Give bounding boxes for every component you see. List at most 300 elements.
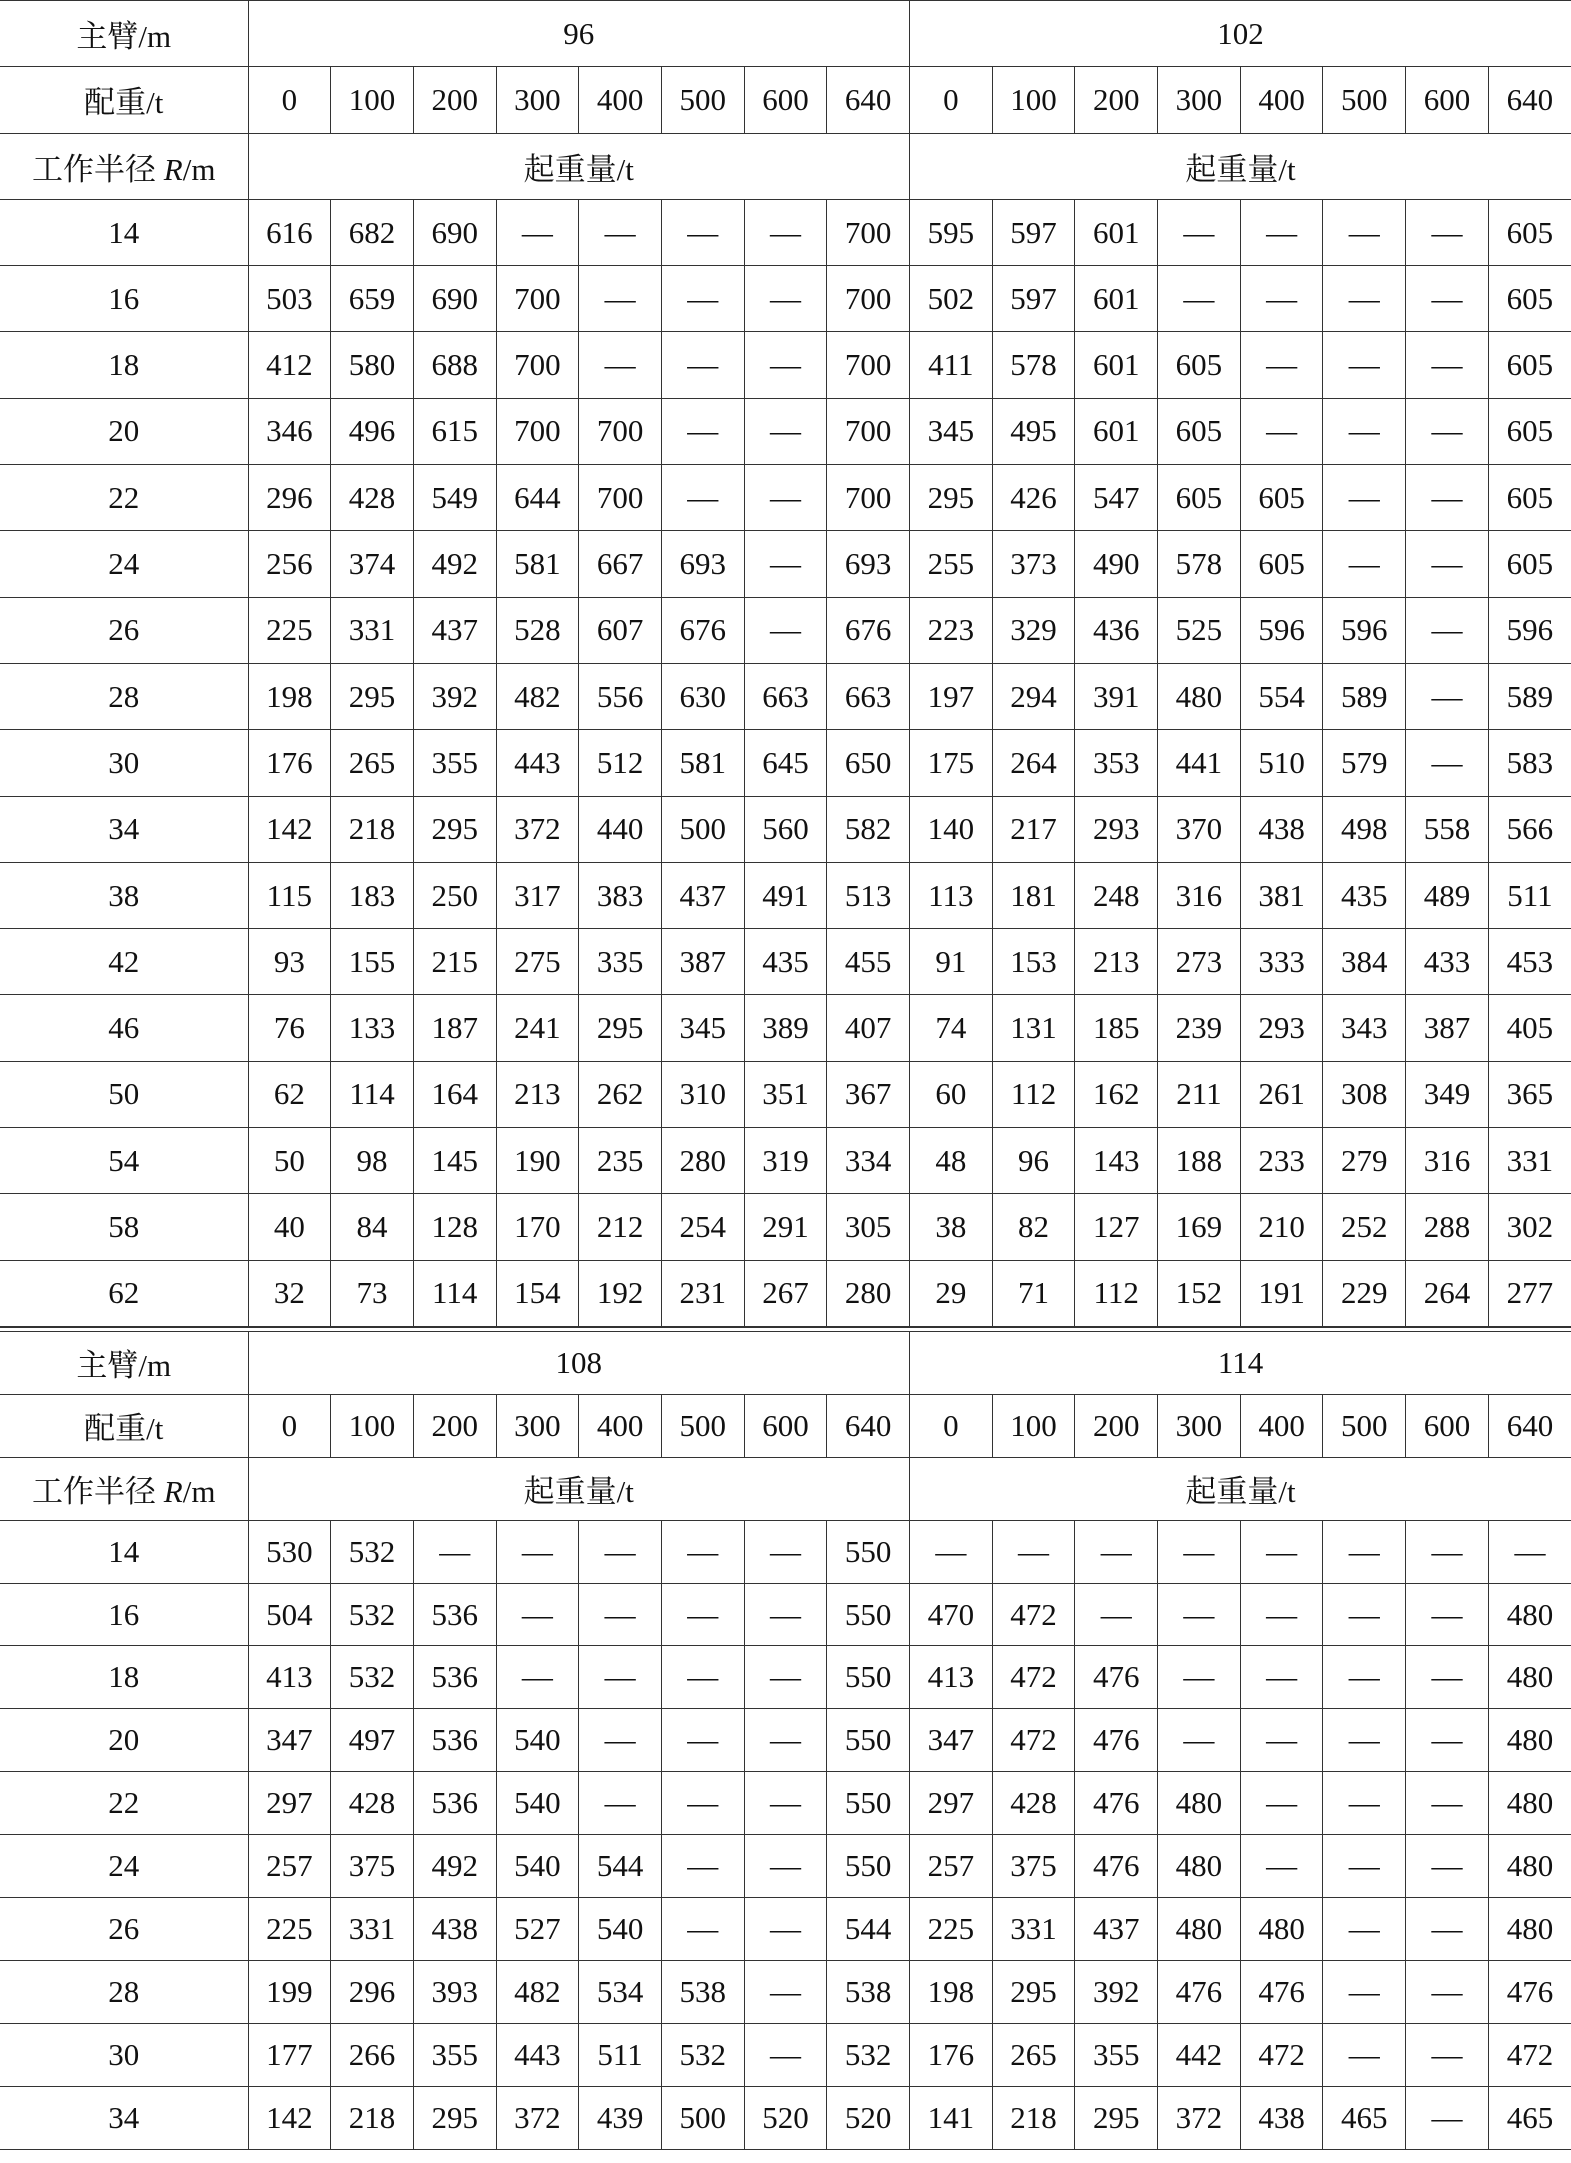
capacity-cell: 152 [1158, 1260, 1241, 1326]
radius-cell: 14 [0, 1520, 248, 1583]
capacity-cell: 264 [1406, 1260, 1489, 1326]
capacity-cell: 532 [331, 1583, 414, 1646]
table-row [0, 1061, 1571, 1127]
capacity-cell: — [1158, 266, 1241, 332]
radius-cell: 28 [0, 1960, 248, 2023]
capacity-cell: — [744, 1709, 827, 1772]
counterweight-header: 400 [579, 67, 662, 133]
counterweight-header: 300 [496, 67, 579, 133]
capacity-cell: 601 [1075, 332, 1158, 398]
capacity-cell: — [1406, 1898, 1489, 1961]
capacity-label-row [0, 133, 1571, 199]
boom-length-row [0, 1, 1571, 67]
capacity-cell: 210 [1240, 1194, 1323, 1260]
capacity-cell: 497 [331, 1709, 414, 1772]
capacity-cell: 480 [1488, 1709, 1571, 1772]
capacity-cell: 472 [992, 1583, 1075, 1646]
capacity-cell: 335 [579, 929, 662, 995]
radius-label-prefix: 工作半径 [32, 151, 164, 187]
capacity-cell: 256 [248, 531, 331, 597]
radius-label-var: R [163, 151, 183, 187]
capacity-cell: 503 [248, 266, 331, 332]
capacity-cell: — [1406, 1646, 1489, 1709]
capacity-cell: 544 [579, 1835, 662, 1898]
capacity-cell: 480 [1488, 1898, 1571, 1961]
radius-cell: 58 [0, 1194, 248, 1260]
radius-cell: 30 [0, 730, 248, 796]
radius-cell: 46 [0, 995, 248, 1061]
capacity-cell: 372 [496, 2086, 579, 2149]
counterweight-header: 500 [661, 1394, 744, 1457]
capacity-cell: 601 [1075, 398, 1158, 464]
capacity-cell: 644 [496, 465, 579, 531]
capacity-cell: 188 [1158, 1128, 1241, 1194]
capacity-cell: 218 [331, 2086, 414, 2149]
capacity-cell: 583 [1488, 730, 1571, 796]
capacity-cell: — [744, 398, 827, 464]
capacity-cell: 279 [1323, 1128, 1406, 1194]
capacity-cell: 480 [1488, 1772, 1571, 1835]
capacity-cell: 231 [661, 1260, 744, 1326]
capacity-cell: 133 [331, 995, 414, 1061]
capacity-cell: 558 [1406, 796, 1489, 862]
radius-label-suffix: /m [182, 151, 216, 187]
capacity-cell: 267 [744, 1260, 827, 1326]
capacity-cell: 472 [992, 1646, 1075, 1709]
capacity-cell: 511 [579, 2023, 662, 2086]
capacity-cell: 491 [744, 862, 827, 928]
capacity-cell: 225 [910, 1898, 993, 1961]
radius-cell: 22 [0, 1772, 248, 1835]
capacity-cell: 630 [661, 663, 744, 729]
capacity-cell: 347 [910, 1709, 993, 1772]
capacity-cell: 277 [1488, 1260, 1571, 1326]
capacity-cell: 538 [661, 1960, 744, 2023]
capacity-cell: — [661, 1835, 744, 1898]
capacity-cell: — [661, 1709, 744, 1772]
capacity-cell: 91 [910, 929, 993, 995]
capacity-cell: 520 [827, 2086, 910, 2149]
capacity-cell: — [496, 199, 579, 265]
table-row [0, 995, 1571, 1061]
capacity-cell: 347 [248, 1709, 331, 1772]
capacity-cell: 700 [579, 398, 662, 464]
capacity-cell: 605 [1240, 531, 1323, 597]
capacity-cell: 264 [992, 730, 1075, 796]
capacity-cell: — [496, 1646, 579, 1709]
capacity-cell: 316 [1158, 862, 1241, 928]
capacity-cell: 436 [1075, 597, 1158, 663]
capacity-cell: — [744, 1960, 827, 2023]
capacity-cell: — [661, 398, 744, 464]
capacity-cell: 525 [1158, 597, 1241, 663]
capacity-cell: — [1323, 266, 1406, 332]
capacity-cell: 700 [827, 332, 910, 398]
capacity-cell: — [744, 1835, 827, 1898]
capacity-cell: 690 [413, 199, 496, 265]
table-row [0, 597, 1571, 663]
capacity-cell: — [579, 266, 662, 332]
capacity-cell: 480 [1488, 1583, 1571, 1646]
radius-cell: 18 [0, 332, 248, 398]
capacity-cell: 605 [1158, 465, 1241, 531]
counterweight-label: 配重/t [0, 67, 248, 133]
capacity-cell: 255 [910, 531, 993, 597]
table-row [0, 1583, 1571, 1646]
capacity-cell: 550 [827, 1583, 910, 1646]
capacity-cell: 528 [496, 597, 579, 663]
capacity-cell: 550 [827, 1772, 910, 1835]
capacity-cell: 440 [579, 796, 662, 862]
capacity-cell: — [661, 332, 744, 398]
capacity-cell: 512 [579, 730, 662, 796]
table-row [0, 1772, 1571, 1835]
capacity-cell: 455 [827, 929, 910, 995]
capacity-cell: 534 [579, 1960, 662, 2023]
capacity-cell: 181 [992, 862, 1075, 928]
capacity-cell: 331 [1488, 1128, 1571, 1194]
capacity-cell: 536 [413, 1646, 496, 1709]
table-row [0, 1960, 1571, 2023]
capacity-cell: 540 [579, 1898, 662, 1961]
capacity-cell: 372 [496, 796, 579, 862]
capacity-cell: 605 [1488, 199, 1571, 265]
capacity-cell: 581 [496, 531, 579, 597]
capacity-cell: 532 [827, 2023, 910, 2086]
capacity-cell: 435 [744, 929, 827, 995]
capacity-cell: 302 [1488, 1194, 1571, 1260]
capacity-cell: 482 [496, 1960, 579, 2023]
capacity-cell: 442 [1158, 2023, 1241, 2086]
capacity-cell: 605 [1158, 332, 1241, 398]
capacity-cell: — [1323, 531, 1406, 597]
capacity-cell: 261 [1240, 1061, 1323, 1127]
capacity-cell: 387 [661, 929, 744, 995]
capacity-cell: 265 [331, 730, 414, 796]
capacity-cell: 428 [331, 465, 414, 531]
capacity-cell: 605 [1488, 266, 1571, 332]
capacity-cell: — [661, 1772, 744, 1835]
capacity-cell: — [496, 1583, 579, 1646]
capacity-cell: 185 [1075, 995, 1158, 1061]
capacity-cell: — [1323, 1772, 1406, 1835]
capacity-label: 起重量/t [248, 1457, 910, 1520]
capacity-cell: 492 [413, 1835, 496, 1898]
capacity-cell: 131 [992, 995, 1075, 1061]
capacity-cell: 532 [331, 1520, 414, 1583]
capacity-cell: — [661, 1646, 744, 1709]
capacity-cell: 476 [1075, 1709, 1158, 1772]
capacity-cell: — [661, 1583, 744, 1646]
capacity-cell: 510 [1240, 730, 1323, 796]
boom-length-row [0, 1332, 1571, 1395]
capacity-cell: — [1406, 199, 1489, 265]
radius-cell: 22 [0, 465, 248, 531]
capacity-cell: 308 [1323, 1061, 1406, 1127]
capacity-cell: — [1406, 531, 1489, 597]
capacity-cell: 280 [661, 1128, 744, 1194]
capacity-cell: 170 [496, 1194, 579, 1260]
capacity-cell: 211 [1158, 1061, 1241, 1127]
capacity-cell: — [1240, 266, 1323, 332]
capacity-cell: 413 [910, 1646, 993, 1709]
capacity-cell: 114 [413, 1260, 496, 1326]
capacity-cell: 550 [827, 1520, 910, 1583]
radius-cell: 16 [0, 1583, 248, 1646]
capacity-cell: 540 [496, 1772, 579, 1835]
boom-length-header: 102 [910, 1, 1571, 67]
capacity-cell: 700 [827, 398, 910, 464]
table-row [0, 332, 1571, 398]
table-row [0, 1520, 1571, 1583]
capacity-cell: 476 [1158, 1960, 1241, 2023]
capacity-cell: — [579, 332, 662, 398]
capacity-cell: — [661, 1898, 744, 1961]
capacity-cell: — [1406, 1835, 1489, 1898]
capacity-cell: 346 [248, 398, 331, 464]
capacity-cell: 73 [331, 1260, 414, 1326]
capacity-cell: 605 [1158, 398, 1241, 464]
capacity-cell: 280 [827, 1260, 910, 1326]
counterweight-row [0, 67, 1571, 133]
capacity-cell: 428 [331, 1772, 414, 1835]
capacity-cell: 500 [661, 2086, 744, 2149]
counterweight-header: 200 [1075, 67, 1158, 133]
capacity-cell: 169 [1158, 1194, 1241, 1260]
counterweight-header: 300 [1158, 1394, 1241, 1457]
counterweight-header: 600 [744, 67, 827, 133]
capacity-cell: 333 [1240, 929, 1323, 995]
capacity-cell: — [1240, 1709, 1323, 1772]
capacity-cell: 412 [248, 332, 331, 398]
capacity-cell: 145 [413, 1128, 496, 1194]
capacity-cell: 688 [413, 332, 496, 398]
capacity-cell: — [744, 597, 827, 663]
capacity-cell: — [579, 199, 662, 265]
capacity-cell: 223 [910, 597, 993, 663]
counterweight-header: 640 [827, 1394, 910, 1457]
capacity-cell: — [910, 1520, 993, 1583]
capacity-cell: 162 [1075, 1061, 1158, 1127]
capacity-cell: 465 [1488, 2086, 1571, 2149]
capacity-cell: — [744, 2023, 827, 2086]
capacity-cell: — [1323, 1835, 1406, 1898]
table-row [0, 929, 1571, 995]
counterweight-header: 600 [1406, 67, 1489, 133]
capacity-cell: 40 [248, 1194, 331, 1260]
counterweight-header: 100 [331, 1394, 414, 1457]
capacity-cell: 580 [331, 332, 414, 398]
radius-label-prefix: 工作半径 [32, 1474, 164, 1510]
capacity-cell: 295 [579, 995, 662, 1061]
capacity-cell: 254 [661, 1194, 744, 1260]
counterweight-header: 200 [413, 1394, 496, 1457]
capacity-cell: 114 [331, 1061, 414, 1127]
capacity-cell: 367 [827, 1061, 910, 1127]
capacity-cell: — [1406, 1583, 1489, 1646]
radius-cell: 24 [0, 1835, 248, 1898]
capacity-cell: 225 [248, 597, 331, 663]
capacity-cell: 295 [331, 663, 414, 729]
capacity-cell: 554 [1240, 663, 1323, 729]
capacity-cell: 62 [248, 1061, 331, 1127]
capacity-cell: 296 [331, 1960, 414, 2023]
capacity-cell: 579 [1323, 730, 1406, 796]
capacity-cell: 96 [992, 1128, 1075, 1194]
capacity-cell: 331 [331, 597, 414, 663]
capacity-cell: 113 [910, 862, 993, 928]
counterweight-header: 100 [992, 1394, 1075, 1457]
capacity-cell: 176 [910, 2023, 993, 2086]
table-row [0, 796, 1571, 862]
capacity-cell: 229 [1323, 1260, 1406, 1326]
radius-cell: 34 [0, 2086, 248, 2149]
capacity-cell: 50 [248, 1128, 331, 1194]
capacity-cell: 560 [744, 796, 827, 862]
capacity-cell: 513 [827, 862, 910, 928]
capacity-cell: — [1323, 1583, 1406, 1646]
capacity-cell: 480 [1158, 1835, 1241, 1898]
capacity-label: 起重量/t [910, 133, 1571, 199]
capacity-cell: 550 [827, 1709, 910, 1772]
capacity-cell: 295 [992, 1960, 1075, 2023]
radius-cell: 30 [0, 2023, 248, 2086]
counterweight-header: 0 [248, 1394, 331, 1457]
counterweight-header: 500 [661, 67, 744, 133]
capacity-cell: — [744, 332, 827, 398]
capacity-cell: 213 [496, 1061, 579, 1127]
capacity-cell: 197 [910, 663, 993, 729]
capacity-cell: 407 [827, 995, 910, 1061]
capacity-cell: 331 [331, 1898, 414, 1961]
table-row [0, 1260, 1571, 1326]
capacity-cell: 288 [1406, 1194, 1489, 1260]
capacity-cell: 495 [992, 398, 1075, 464]
capacity-cell: 700 [496, 266, 579, 332]
capacity-cell: — [1323, 2023, 1406, 2086]
capacity-cell: 439 [579, 2086, 662, 2149]
capacity-cell: — [1158, 1520, 1241, 1583]
capacity-cell: 597 [992, 266, 1075, 332]
capacity-cell: 504 [248, 1583, 331, 1646]
capacity-label: 起重量/t [910, 1457, 1571, 1520]
capacity-cell: — [1406, 332, 1489, 398]
capacity-cell: 329 [992, 597, 1075, 663]
capacity-cell: 391 [1075, 663, 1158, 729]
capacity-cell: 248 [1075, 862, 1158, 928]
capacity-cell: 596 [1323, 597, 1406, 663]
counterweight-header: 100 [331, 67, 414, 133]
capacity-cell: 93 [248, 929, 331, 995]
capacity-cell: 433 [1406, 929, 1489, 995]
capacity-cell: 700 [827, 266, 910, 332]
capacity-cell: 112 [992, 1061, 1075, 1127]
capacity-cell: 472 [992, 1709, 1075, 1772]
boom-label: 主臂/m [0, 1, 248, 67]
radius-cell: 38 [0, 862, 248, 928]
capacity-cell: 437 [1075, 1898, 1158, 1961]
capacity-cell: 317 [496, 862, 579, 928]
capacity-cell: 213 [1075, 929, 1158, 995]
radius-cell: 18 [0, 1646, 248, 1709]
capacity-cell: 351 [744, 1061, 827, 1127]
capacity-cell: 482 [496, 663, 579, 729]
counterweight-header: 0 [910, 67, 993, 133]
capacity-cell: 596 [1488, 597, 1571, 663]
capacity-cell: 199 [248, 1960, 331, 2023]
capacity-cell: — [1158, 199, 1241, 265]
capacity-cell: 538 [827, 1960, 910, 2023]
capacity-cell: 250 [413, 862, 496, 928]
capacity-cell: 437 [413, 597, 496, 663]
capacity-cell: 616 [248, 199, 331, 265]
capacity-cell: 153 [992, 929, 1075, 995]
capacity-cell: — [1406, 663, 1489, 729]
capacity-cell: 650 [827, 730, 910, 796]
capacity-cell: 370 [1158, 796, 1241, 862]
radius-cell: 50 [0, 1061, 248, 1127]
capacity-cell: 381 [1240, 862, 1323, 928]
capacity-cell: 453 [1488, 929, 1571, 995]
capacity-cell: — [1323, 199, 1406, 265]
capacity-cell: 550 [827, 1835, 910, 1898]
capacity-cell: 375 [992, 1835, 1075, 1898]
capacity-cell: — [1075, 1583, 1158, 1646]
table-row [0, 730, 1571, 796]
capacity-cell: 112 [1075, 1260, 1158, 1326]
capacity-cell: 527 [496, 1898, 579, 1961]
capacity-cell: 437 [661, 862, 744, 928]
table-row [0, 531, 1571, 597]
capacity-cell: 84 [331, 1194, 414, 1260]
capacity-cell: 296 [248, 465, 331, 531]
capacity-cell: 532 [331, 1646, 414, 1709]
capacity-cell: 262 [579, 1061, 662, 1127]
counterweight-row [0, 1394, 1571, 1457]
capacity-cell: — [1323, 465, 1406, 531]
capacity-cell: 239 [1158, 995, 1241, 1061]
capacity-cell: 76 [248, 995, 331, 1061]
capacity-cell: — [744, 199, 827, 265]
table-row [0, 266, 1571, 332]
counterweight-header: 600 [1406, 1394, 1489, 1457]
capacity-cell: 98 [331, 1128, 414, 1194]
capacity-cell: 141 [910, 2086, 993, 2149]
capacity-cell: 667 [579, 531, 662, 597]
capacity-cell: — [1158, 1709, 1241, 1772]
counterweight-header: 500 [1323, 1394, 1406, 1457]
capacity-cell: 32 [248, 1260, 331, 1326]
capacity-cell: 175 [910, 730, 993, 796]
capacity-cell: 547 [1075, 465, 1158, 531]
counterweight-header: 640 [1488, 1394, 1571, 1457]
capacity-cell: 663 [827, 663, 910, 729]
boom-length-header: 114 [910, 1332, 1571, 1395]
capacity-cell: — [496, 1520, 579, 1583]
capacity-cell: 496 [331, 398, 414, 464]
load-table-2 [0, 1331, 1571, 2150]
radius-cell: 26 [0, 597, 248, 663]
capacity-cell: 387 [1406, 995, 1489, 1061]
capacity-cell: — [579, 1520, 662, 1583]
capacity-cell: 393 [413, 1960, 496, 2023]
table-row [0, 398, 1571, 464]
capacity-cell: 297 [910, 1772, 993, 1835]
capacity-cell: — [744, 1898, 827, 1961]
counterweight-header: 400 [1240, 67, 1323, 133]
table-row [0, 862, 1571, 928]
capacity-cell: 589 [1488, 663, 1571, 729]
